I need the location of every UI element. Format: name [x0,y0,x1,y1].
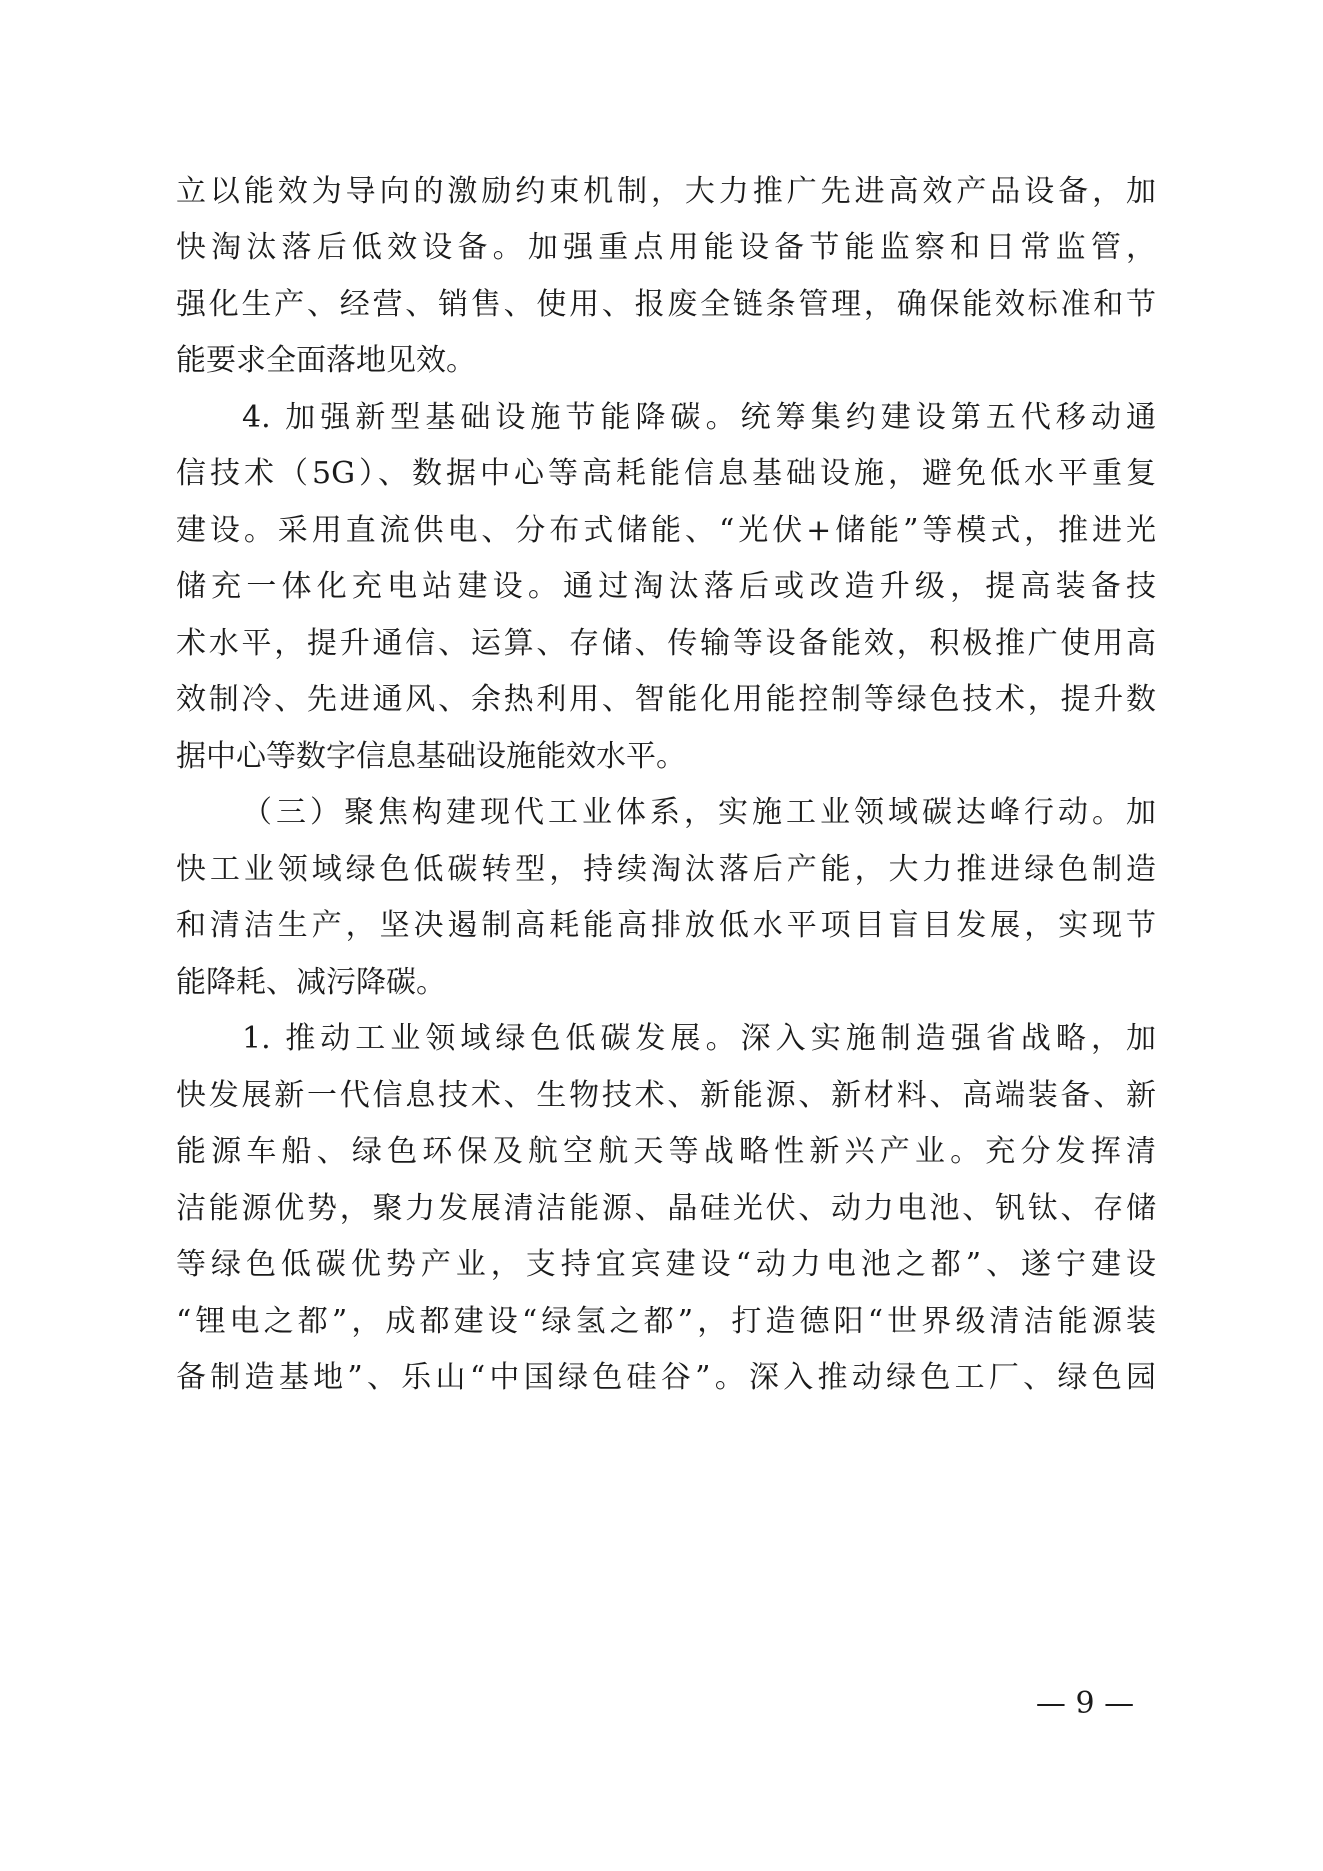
paragraph-line: 据中心等数字信息基础设施能效水平。 [176,739,686,774]
paragraph-line: 储充一体化充电站建设。通过淘汰落后或改造升级，提高装备技 [176,569,1156,604]
paragraph-line: 和清洁生产，坚决遏制高耗能高排放低水平项目盲目发展，实现节 [176,908,1156,943]
section-4-heading-line: 4. 加强新型基础设施节能降碳。统筹集约建设第五代移动通 [242,400,1156,435]
paragraph-line: 等绿色低碳优势产业，支持宜宾建设“动力电池之都”、遂宁建设 [176,1247,1156,1282]
paragraph-line: 备制造基地”、乐山“中国绿色硅谷”。深入推动绿色工厂、绿色园 [176,1360,1156,1395]
paragraph-line: 信技术（5G）、数据中心等高耗能信息基础设施，避免低水平重复 [176,456,1156,491]
paragraph-line: “锂电之都”，成都建设“绿氢之都”，打造德阳“世界级清洁能源装 [176,1304,1156,1339]
paragraph-line: 强化生产、经营、销售、使用、报废全链条管理，确保能效标准和节 [176,287,1156,322]
paragraph-line: 快淘汰落后低效设备。加强重点用能设备节能监察和日常监管， [176,230,1156,265]
paragraph-line: 能源车船、绿色环保及航空航天等战略性新兴产业。充分发挥清 [176,1134,1156,1169]
paragraph-line: 建设。采用直流供电、分布式储能、“光伏+储能”等模式，推进光 [176,513,1156,548]
section-three-heading-line: （三）聚焦构建现代工业体系，实施工业领域碳达峰行动。加 [242,795,1156,830]
paragraph-line: 洁能源优势，聚力发展清洁能源、晶硅光伏、动力电池、钒钛、存储 [176,1191,1156,1226]
paragraph-line: 立以能效为导向的激励约束机制，大力推广先进高效产品设备，加 [176,174,1156,209]
paragraph-line: 快工业领域绿色低碳转型，持续淘汰落后产能，大力推进绿色制造 [176,852,1156,887]
paragraph-line: 快发展新一代信息技术、生物技术、新能源、新材料、高端装备、新 [176,1078,1156,1113]
paragraph-line: 效制冷、先进通风、余热利用、智能化用能控制等绿色技术，提升数 [176,682,1156,717]
page-number: — 9 — [1035,1686,1135,1721]
paragraph-line: 术水平，提升通信、运算、存储、传输等设备能效，积极推广使用高 [176,626,1156,661]
paragraph-line: 能降耗、减污降碳。 [176,965,446,1000]
section-1-heading-line: 1. 推动工业领域绿色低碳发展。深入实施制造强省战略，加 [242,1021,1156,1056]
paragraph-line: 能要求全面落地见效。 [176,343,476,378]
